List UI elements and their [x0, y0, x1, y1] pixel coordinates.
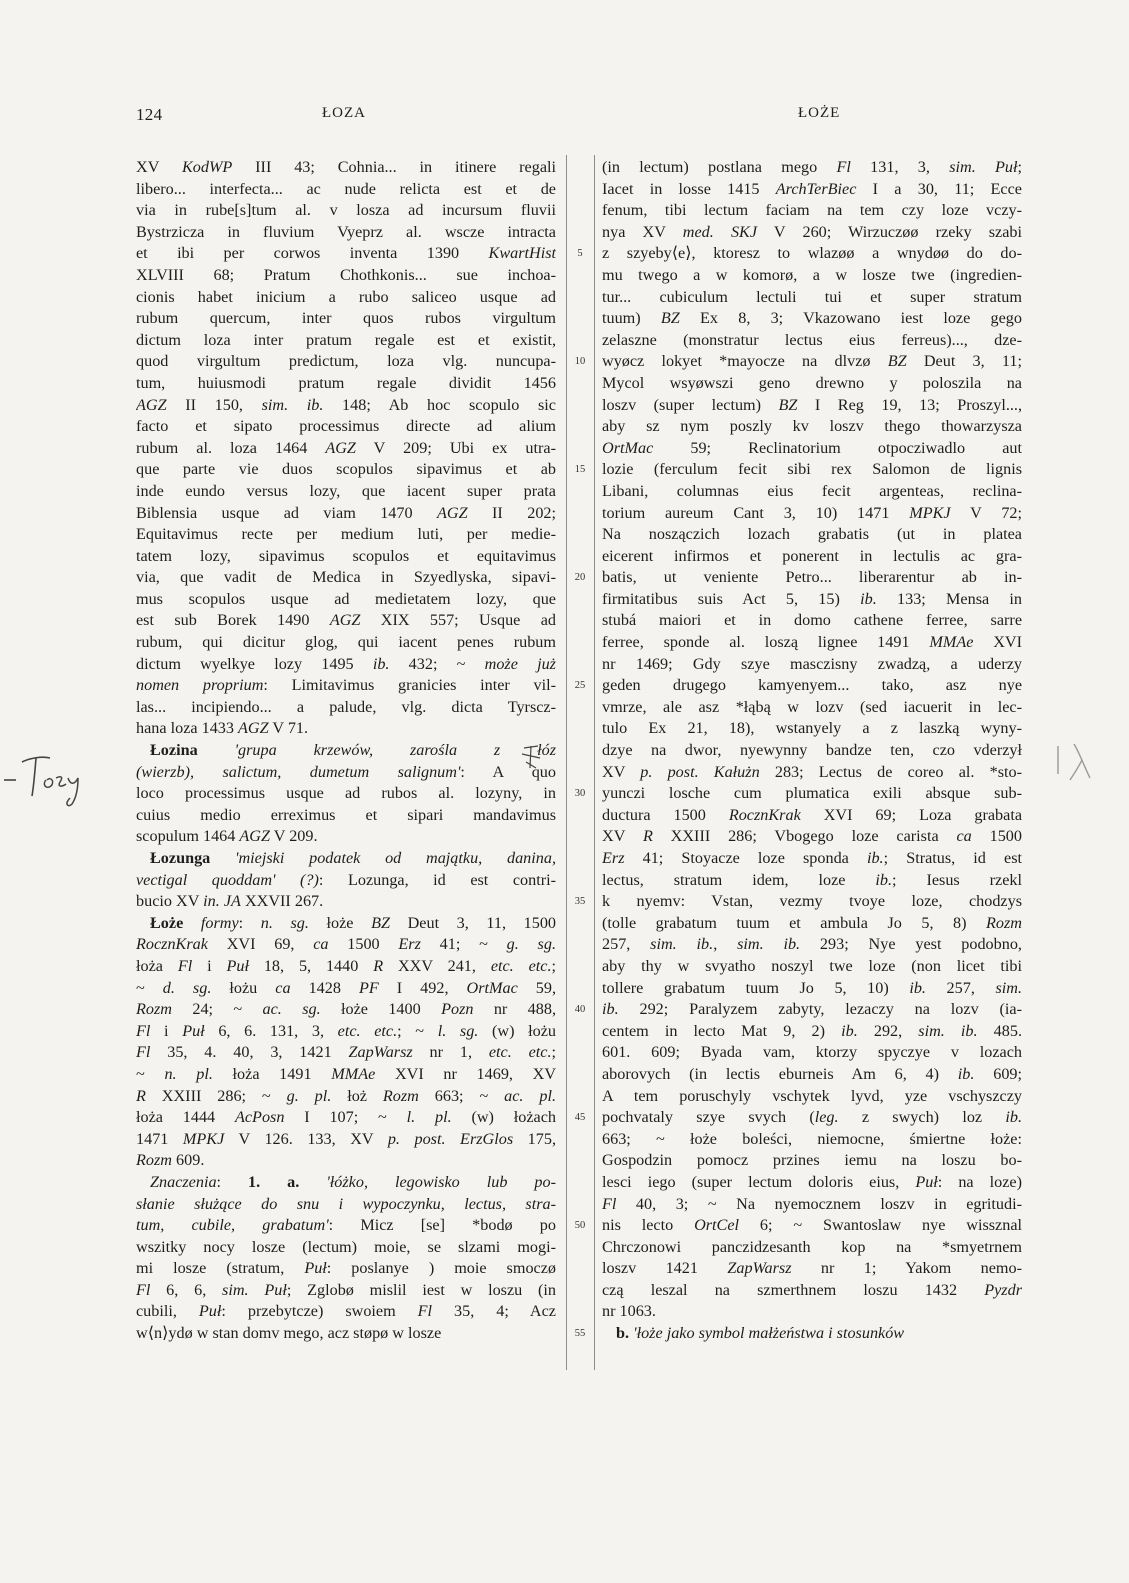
line-number: 30	[574, 788, 586, 800]
text-line: rubum al. loza 1464 AGZ V 209; Ubi ex utra-	[136, 438, 556, 457]
line-number: 10	[574, 356, 586, 368]
text-line: zelaszne (monstratur lectus eius ferreus)..., dze-	[602, 330, 1022, 349]
text-line: Łozunga 'miejski podatek od majątku, danina,	[150, 849, 556, 867]
handwritten-margin-mark	[1050, 740, 1110, 790]
text-line: mus scopulos usque ad medietatem lozy, que	[136, 589, 556, 608]
text-line: z szyeby⟨e⟩, ktoresz to wlazøø a wnydøø do do-	[602, 244, 1022, 263]
line-number: 25	[574, 680, 586, 692]
text-line: que parte vie duos scopulos sipavimus et ab	[136, 460, 556, 479]
text-line: Rozm 609.	[136, 1151, 205, 1170]
page-number: 124	[136, 105, 163, 124]
text-line: torium aureum Cant 3, 10) 1471 MPKJ V 72;	[602, 503, 1022, 522]
text-line: wszitky nocy losze (lectum) moie, se slzami mogi-	[136, 1237, 556, 1256]
text-line: est sub Borek 1490 AGZ XIX 557; Usque ad	[136, 611, 556, 630]
line-number: 20	[574, 572, 586, 584]
text-line: R XXIII 286; ~ g. pl. łoż Rozm 663; ~ ac. pl.	[136, 1086, 556, 1105]
text-line: 1471 MPKJ V 126. 133, XV p. post. ErzGlos 175,	[136, 1129, 556, 1148]
text-line: Biblensia usque ad viam 1470 AGZ II 202;	[136, 503, 556, 522]
text-line: batis, ut veniente Petro... liberarentur ab in-	[602, 568, 1022, 587]
text-line: ferree, sponde al. loszą lignee 1491 MMAe XVI	[602, 633, 1022, 652]
text-line: lesci iego (super lectum doloris eius, Puł: na loze)	[602, 1172, 1022, 1191]
text-line: via in rube[s]tum al. v losza ad incursum fluvii	[136, 201, 556, 220]
text-line: geden drugego kamyenyem... tako, asz nye	[602, 676, 1022, 695]
text-line: Fl i Puł 6, 6. 131, 3, etc. etc.; ~ l. sg. (w) łożu	[136, 1021, 556, 1040]
text-line: loszv (super lectum) BZ I Reg 19, 13; Proszyl...,	[602, 395, 1022, 414]
text-line: ~ n. pl. łoża 1491 MMAe XVI nr 1469, XV	[136, 1064, 556, 1083]
text-line: loszv 1421 ZapWarsz nr 1; Yakom nemo-	[602, 1259, 1022, 1278]
column-rule-right	[594, 155, 595, 1370]
text-line: słanie służące do snu i wypoczynku, lectus, stra-	[136, 1194, 556, 1213]
text-line: tulo Ex 21, 18), wstanyely a z laszką wyny-	[602, 719, 1022, 738]
text-line: (tolle grabatum tuum et ambula Jo 5, 8) Rozm	[602, 913, 1022, 932]
text-line: w⟨n⟩ydø w stan domv mego, acz støpø w losze	[136, 1324, 442, 1343]
line-number: 55	[574, 1328, 586, 1340]
text-line: Gospodzin pomocz przines iemu na loszu bo-	[602, 1151, 1022, 1170]
text-line: dzye na dwor, nyewynny bandze ten, czo vderzył	[602, 741, 1022, 760]
text-line: Fl 6, 6, sim. Puł; Zglobø mislil iest w loszu (in	[136, 1280, 556, 1299]
running-head-left: ŁOZA	[322, 105, 366, 121]
handwritten-correction-mark	[520, 744, 542, 770]
text-line: ductura 1500 RocznKrak XVI 69; Loza grabata	[602, 805, 1022, 824]
text-line: hana loza 1433 AGZ V 71.	[136, 719, 309, 738]
text-line: aborovych (in lectis eburneis Am 6, 4) ib. 609;	[602, 1064, 1022, 1083]
left-column	[136, 157, 556, 1345]
text-line: dictum wyelkye lozy 1495 ib. 432; ~ może już	[136, 654, 556, 673]
text-line: Rozm 24; ~ ac. sg. łoże 1400 Pozn nr 488,	[136, 1000, 556, 1019]
line-number: 15	[574, 464, 586, 476]
text-line: cuius medio erreximus et sipari mandavimus	[136, 805, 556, 824]
text-line: łoża 1444 AcPosn I 107; ~ l. pl. (w) łożach	[136, 1108, 556, 1127]
text-line: las... incipiendo... a palude, vlg. dicta Tyrscz-	[136, 697, 556, 716]
text-line: bucio XV in. JA XXVII 267.	[136, 892, 324, 911]
text-line: (wierzb), salictum, dumetum salignum': A quo	[136, 762, 556, 781]
text-line: cubili, Puł: przebytcze) swoiem Fl 35, 4; Acz	[136, 1302, 556, 1321]
text-line: vmrze, ale asz *łąbą w lozv (sed iacuerit in lec-	[602, 697, 1022, 716]
text-line: k nyemv: Vstan, vezmy tvoye loze, chodzys	[602, 892, 1022, 911]
line-number: 45	[574, 1112, 586, 1124]
text-line: yunczi losche cum plumatica exili absque sub-	[602, 784, 1022, 803]
text-line: 601. 609; Byada vam, ktorzy spyczye v lozach	[602, 1043, 1022, 1062]
line-number: 35	[574, 896, 586, 908]
text-line: ~ d. sg. łożu ca 1428 PF I 492, OrtMac 59,	[136, 978, 556, 997]
text-line: (in lectum) postlana mego Fl 131, 3, sim. Puł;	[602, 158, 1022, 176]
line-number: 5	[577, 248, 583, 260]
running-head-right: ŁOŻE	[798, 105, 841, 121]
text-line: aby sz nym poszly kv loszv thego thowarzysza	[602, 417, 1022, 436]
text-line: Iacet in losse 1415 ArchTerBiec I a 30, 11; Ecce	[602, 179, 1022, 198]
text-line: Znaczenia: 1. a. 'łóżko, legowisko lub po-	[150, 1172, 556, 1191]
text-line: via, que vadit de Medica in Szyedlyska, sipavi-	[136, 568, 556, 587]
text-line: tum, huiusmodi pratum regale dividit 1456	[136, 373, 556, 392]
text-line: nis lecto OrtCel 6; ~ Swantoslaw nye wissznal	[602, 1216, 1022, 1235]
handwritten-margin-note	[2, 740, 97, 810]
text-line: 663; ~ łoże boleści, niemocne, śmiertne łoże:	[602, 1129, 1022, 1148]
text-line: tuum) BZ Ex 8, 3; Vkazowano iest loze gego	[602, 309, 1022, 328]
text-line: 257, sim. ib., sim. ib. 293; Nye yest podobno,	[602, 935, 1022, 954]
text-line: centem in lecto Mat 9, 2) ib. 292, sim. ib. 485.	[602, 1021, 1022, 1040]
text-line: vectigal quoddam' (?): Lozunga, id est contri-	[136, 870, 556, 889]
text-line: Erz 41; Stoyacze loze sponda ib.; Stratus, id est	[602, 849, 1022, 867]
text-line: Chrczonowi panczidzesanth kop na *smyetrnem	[602, 1237, 1022, 1256]
text-line: lozie (ferculum fecit sibi rex Salomon de lignis	[602, 460, 1022, 479]
text-line: Mycol wsyøwszi geno drewno y poloszila na	[602, 373, 1022, 392]
text-line: rubum, qui dicitur glog, qui iacent penes rubum	[136, 633, 556, 652]
right-column	[602, 157, 1022, 1345]
text-line: facto et sipato processimus directe ad alium	[136, 417, 556, 436]
text-line: XLVIII 68; Pratum Chothkonis... sue inchoa-	[136, 265, 556, 284]
text-line: rubum quercum, inter quos rubos virgultum	[136, 309, 556, 328]
text-line: lectus, stratum idem, loze ib.; Iesus rzekl	[602, 870, 1022, 889]
text-line: AGZ II 150, sim. ib. 148; Ab hoc scopulo sic	[136, 395, 556, 414]
text-line: mu twego a w komorø, a w losze twe (ingredien-	[602, 265, 1022, 284]
text-line: nr 1063.	[602, 1302, 656, 1321]
text-line: fenum, tibi lectum faciam na tem czy loze vczy-	[602, 201, 1022, 220]
text-line: quod virgultum predictum, loza vlg. nuncupa-	[136, 352, 556, 371]
text-line: aby thy w svyatho noszyl twe loze (non licet tibi	[602, 956, 1022, 975]
text-line: inde eundo versus lozy, que iacent super prata	[136, 481, 556, 500]
line-number: 50	[574, 1220, 586, 1232]
text-line: scopulum 1464 AGZ V 209.	[136, 827, 318, 846]
text-line: tollere grabatum tuum Jo 5, 10) ib. 257, sim.	[602, 978, 1022, 997]
text-line: tum, cubile, grabatum': Micz [se] *bodø po	[136, 1216, 556, 1235]
text-line: eicerent infirmos et ponerent in lectulis ac gra-	[602, 546, 1022, 565]
text-line: Fl 40, 3; ~ Na nyemocznem loszv in egritudi-	[602, 1194, 1022, 1213]
text-line: pochvataly szye svych (leg. z swych) loz ib.	[602, 1108, 1022, 1127]
text-line: cionis habet inicium a rubo saliceo usque ad	[136, 287, 556, 306]
text-line: ib. 292; Paralyzem zabyty, lezaczy na lozv (ia-	[602, 1000, 1022, 1019]
text-line: et ibi per corwos inventa 1390 KwartHist	[136, 244, 556, 263]
text-line: XV KodWP III 43; Cohnia... in itinere regali	[136, 158, 556, 176]
text-line: czą leszal na szmerthnem loszu 1432 Pyzdr	[602, 1280, 1022, 1299]
line-number: 40	[574, 1004, 586, 1016]
text-line: wyøcz lokyet *mayocze na dlvzø BZ Deut 3, 11;	[602, 352, 1022, 371]
text-line: loco processimus usque ad rubos al. lozyny, in	[136, 784, 556, 803]
text-line: tatem lozy, sipavimus scopulos et equitavimus	[136, 546, 556, 565]
text-line: b. 'łoże jako symbol małżeństwa i stosunków	[616, 1324, 905, 1343]
text-line: Łozina 'grupa krzewów, zarośla z łóz	[150, 741, 556, 760]
text-line: mi losze (stratum, Puł: poslanye ) moie smoczø	[136, 1259, 556, 1278]
text-line: nomen proprium: Limitavimus granicies inter vil-	[136, 676, 556, 695]
text-line: łoża Fl i Puł 18, 5, 1440 R XXV 241, etc. etc.;	[136, 956, 556, 975]
text-line: Equitavimus recte per medium luti, per medie-	[136, 525, 556, 544]
text-line: RocznKrak XVI 69, ca 1500 Erz 41; ~ g. sg.	[136, 935, 556, 954]
text-line: Bystrzicza in fluvium Vyeprz al. wscze intracta	[136, 222, 556, 241]
text-line: Libani, columnas eius fecit argenteas, reclina-	[602, 481, 1022, 500]
column-rule-left	[566, 155, 567, 1370]
text-line: A tem poruschyly vschytek lyvd, yze vschyszczy	[602, 1086, 1022, 1105]
text-line: XV R XXIII 286; Vbogego loze carista ca 1500	[602, 827, 1022, 846]
text-line: Łoże formy: n. sg. łoże BZ Deut 3, 11, 1500	[150, 913, 556, 932]
text-line: dictum loza inter pratum regale est et existit,	[136, 330, 556, 349]
text-line: OrtMac 59; Reclinatorium otpocziwadlo aut	[602, 438, 1022, 457]
text-line: stubá maiori et in domo cathene ferree, sarre	[602, 611, 1022, 630]
text-line: tur... cubiculum lectuli tui et super stratum	[602, 287, 1022, 306]
text-line: Na noszączich lozach grabatis (ut in platea	[602, 525, 1022, 544]
text-line: Fl 35, 4. 40, 3, 1421 ZapWarsz nr 1, etc. etc.;	[136, 1043, 556, 1062]
text-line: XV p. post. Kałużn 283; Lectus de coreo al. *sto-	[602, 762, 1022, 781]
text-line: libero... interfecta... ac nude relicta est et de	[136, 179, 556, 198]
text-line: nya XV med. SKJ V 260; Wirzuczøø rzeky szabi	[602, 222, 1022, 241]
text-line: firmitatibus suis Act 5, 15) ib. 133; Mensa in	[602, 589, 1022, 608]
text-line: nr 1469; Gdy szye masczisny zwadzą, a uderzy	[602, 654, 1022, 673]
